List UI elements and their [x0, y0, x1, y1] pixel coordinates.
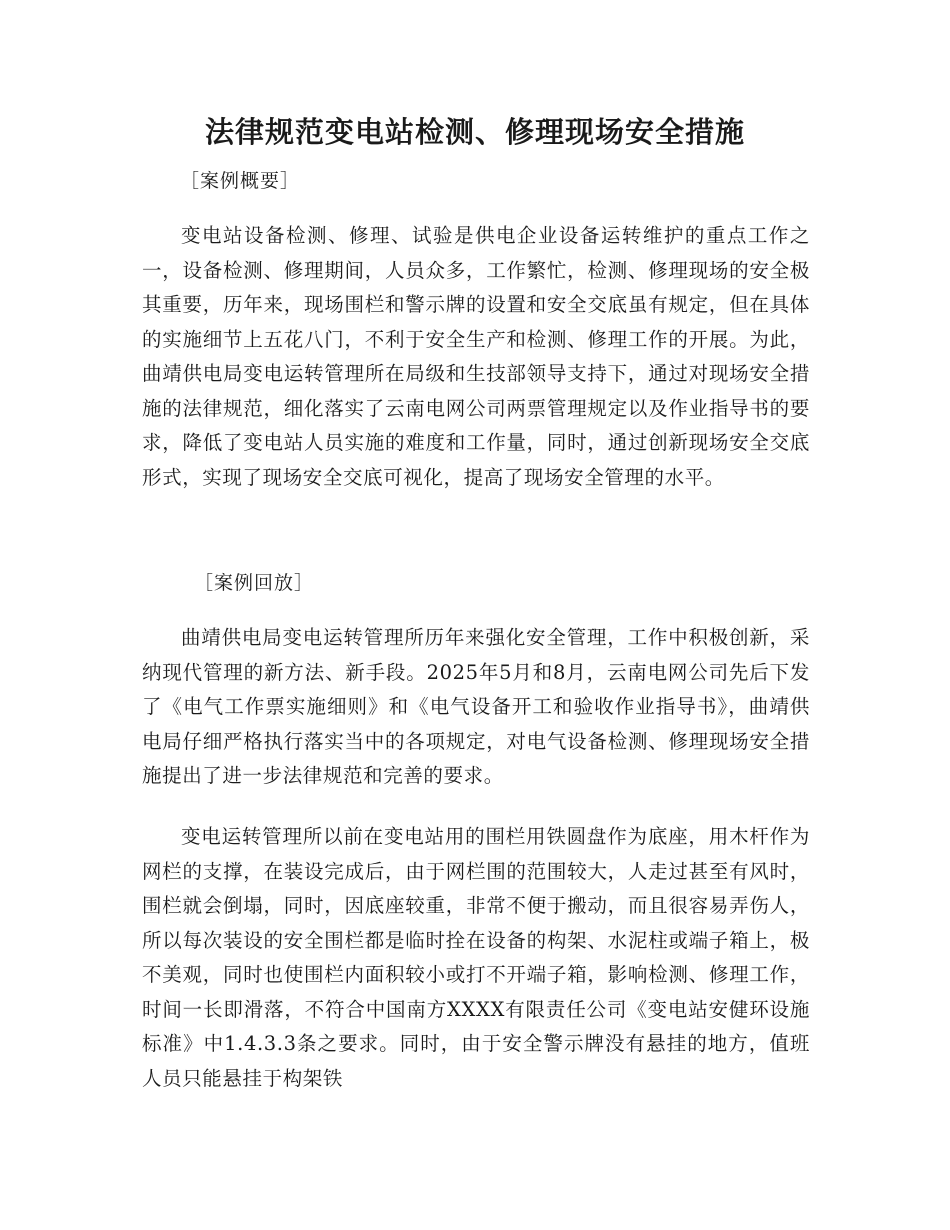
paragraph-review-2: 变电运转管理所以前在变电站用的围栏用铁圆盘作为底座，用木杆作为网栏的支撑，在装设完成后，由于网栏围的范围较大，人走过甚至有风时，围栏就会倒塌，同时，因底座较重，非常不便于搬动，而且很容易弄伤人，所以每次装设的安全围栏都是临时拴在设备的构架、水泥柱或端子箱上，极不美观，同时也使围栏内面积较小或打不开端子箱，影响检测、修理工作，时间一长即滑落，不符合中国南方XXXX有限责任公司《变电站安健环设施标准》中1.4.3.3条之要求。同时，由于安全警示牌没有悬挂的地方，值班人员只能悬挂于构架铁: [142, 825, 810, 1090]
document-title: 法律规范变电站检测、修理现场安全措施: [204, 115, 745, 149]
section-heading-summary: ［案例概要］: [180, 170, 301, 192]
paragraph-summary: 变电站设备检测、修理、试验是供电企业设备运转维护的重点工作之一，设备检测、修理期间，人员众多，工作繁忙，检测、修理现场的安全极其重要，历年来，现场围栏和警示牌的设置和安全交底虽有规定，但在具体的实施细节上五花八门，不利于安全生产和检测、修理工作的开展。为此，曲靖供电局变电运转管理所在局级和生技部领导支持下，通过对现场安全措施的法律规范，细化落实了云南电网公司两票管理规定以及作业指导书的要求，降低了变电站人员实施的难度和工作量，同时，通过创新现场安全交底形式，实现了现场安全交底可视化，提高了现场安全管理的水平。: [142, 224, 810, 489]
paragraph-review-1: 曲靖供电局变电运转管理所历年来强化安全管理，工作中积极创新，采纳现代管理的新方法、新手段。2025年5月和8月，云南电网公司先后下发了《电气工作票实施细则》和《电气设备开工和验收作业指导书》，曲靖供电局仔细严格执行落实当中的各项规定，对电气设备检测、修理现场安全措施提出了进一步法律规范和完善的要求。: [142, 626, 810, 787]
section-heading-review: ［案例回放］: [194, 572, 315, 594]
